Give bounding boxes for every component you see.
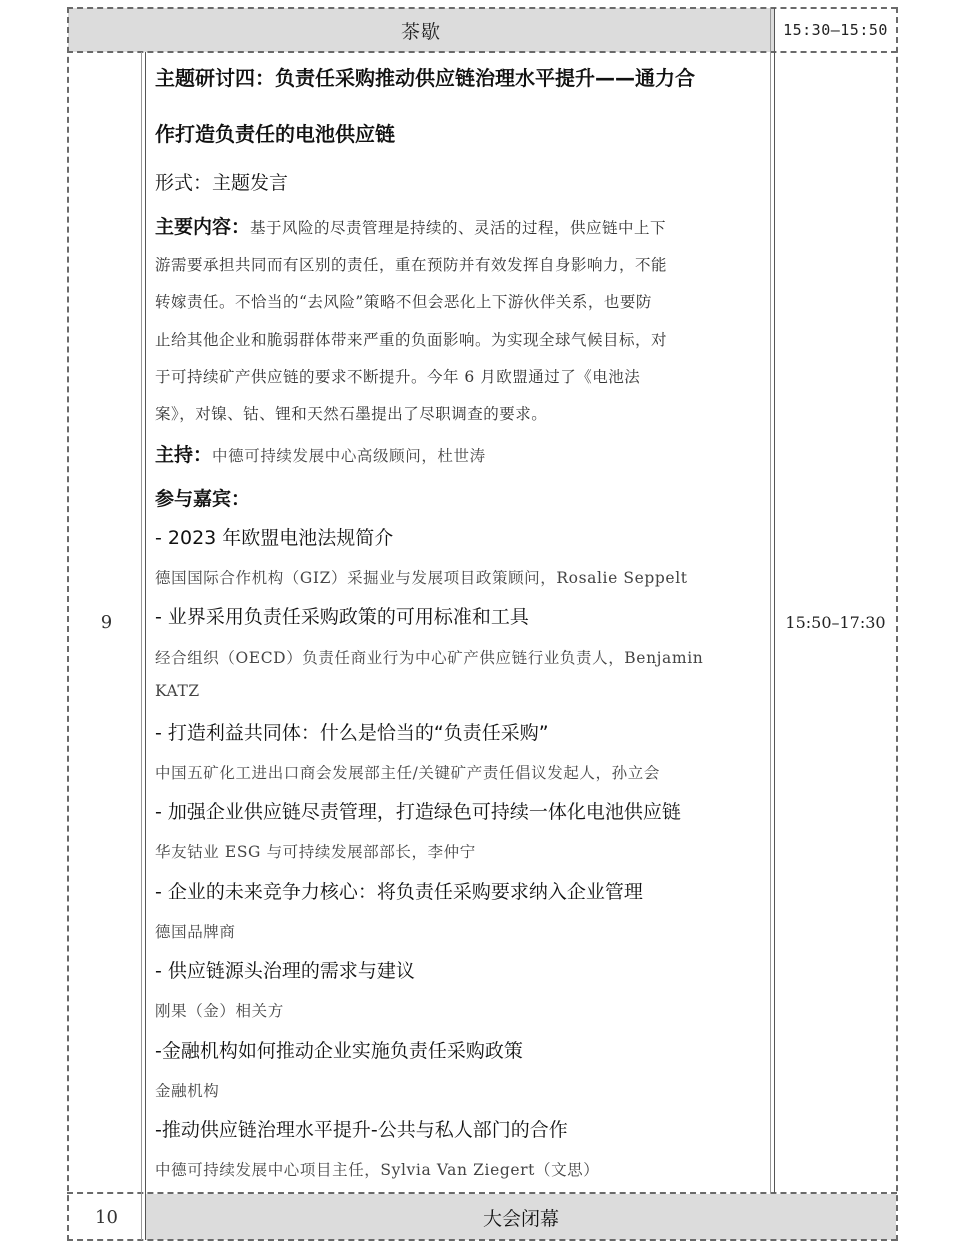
border-row-1: [67, 51, 897, 53]
tea-break-time: 15:30–15:50: [783, 21, 888, 39]
closing-number-cell: [68, 1194, 145, 1240]
divider-number-col: [145, 52, 146, 1240]
content-line: 于可持续矿产供应链的要求不断提升。今年 6 月欧盟通过了《电池法: [155, 368, 641, 386]
host-label: 主持：: [155, 444, 213, 466]
content-line: 基于风险的尽责管理是持续的、灵活的过程，供应链中上下: [250, 219, 667, 237]
content-line: 转嫁责任。不恰当的“去风险”策略不但会恶化上下游伙伴关系，也要防: [155, 293, 652, 311]
session-title-line-1: 主题研讨四：负责任采购推动供应链治理水平提升——通力合: [155, 66, 695, 90]
content-label: 主要内容：: [155, 216, 251, 238]
tea-break-cell: [68, 8, 774, 52]
content-line: 案》，对镍、钴、锂和天然石墨提出了尽职调查的要求。: [155, 405, 548, 423]
content-line: 游需要承担共同而有区别的责任，重在预防并有效发挥自身影响力，不能: [155, 256, 668, 274]
agenda-item-title: - 打造利益共同体：什么是恰当的“负责任采购”: [155, 722, 549, 744]
tea-break-time-cell: [775, 8, 896, 52]
format-row: [155, 168, 288, 195]
agenda-item-speaker: 华友钴业 ESG 与可持续发展部部长，李仲宁: [155, 843, 476, 861]
host-value: 中德可持续发展中心高级顾问，杜世涛: [212, 447, 486, 465]
closing-number: 10: [95, 1206, 118, 1228]
session-number: 9: [100, 611, 113, 633]
session-title-line-2: 作打造负责任的电池供应链: [155, 122, 395, 146]
agenda-item-title: - 企业的未来竞争力核心：将负责任采购要求纳入企业管理: [155, 881, 643, 903]
agenda-item-speaker: 中国五矿化工进出口商会发展部主任/关键矿产责任倡议发起人，孙立会: [155, 764, 660, 782]
divider-number-col-inner: [141, 52, 142, 1240]
agenda-item-speaker: 中德可持续发展中心项目主任，Sylvia Van Ziegert（文思）: [155, 1161, 600, 1179]
content-line: 止给其他企业和脆弱群体带来严重的负面影响。为实现全球气候目标，对: [155, 331, 668, 349]
border-bottom: [67, 1239, 897, 1241]
agenda-item-speaker: 刚果（金）相关方: [155, 1002, 284, 1020]
format-label: 形式：: [155, 172, 213, 194]
agenda-item-title: -金融机构如何推动企业实施负责任采购政策: [155, 1040, 523, 1062]
agenda-item-title: - 2023 年欧盟电池法规简介: [155, 527, 394, 549]
content-row-1: [155, 212, 666, 239]
divider-time-col-inner: [770, 8, 771, 1193]
host-row: [155, 440, 486, 467]
agenda-item-title: - 加强企业供应链尽责管理，打造绿色可持续一体化电池供应链: [155, 801, 681, 823]
closing-label: 大会闭幕: [482, 1207, 559, 1230]
agenda-item-title: - 供应链源头治理的需求与建议: [155, 960, 415, 982]
divider-time-col: [774, 8, 775, 1193]
agenda-item-speaker: 金融机构: [155, 1082, 220, 1100]
session-time-cell: [775, 52, 896, 1192]
border-top: [67, 7, 897, 9]
format-value: 主题发言: [212, 172, 289, 194]
guests-label: 参与嘉宾：: [155, 488, 251, 510]
agenda-item-speaker: 德国国际合作机构（GIZ）采掘业与发展项目政策顾问，Rosalie Seppelt: [155, 569, 688, 587]
session-time: 15:50–17:30: [785, 612, 886, 632]
agenda-item-speaker: 经合组织（OECD）负责任商业行为中心矿产供应链行业负责人，Benjamin: [155, 649, 704, 667]
border-right: [896, 7, 898, 1241]
border-left: [67, 7, 69, 1241]
session-number-cell: [68, 52, 145, 1192]
tea-break-label: 茶歇: [400, 20, 441, 43]
agenda-item-speaker: 德国品牌商: [155, 923, 236, 941]
agenda-item-title: -推动供应链治理水平提升-公共与私人部门的合作: [155, 1119, 568, 1141]
agenda-item-speaker: KATZ: [155, 682, 200, 700]
agenda-item-title: - 业界采用负责任采购政策的可用标准和工具: [155, 606, 529, 628]
closing-cell: [146, 1194, 896, 1240]
border-row-2: [67, 1192, 897, 1194]
